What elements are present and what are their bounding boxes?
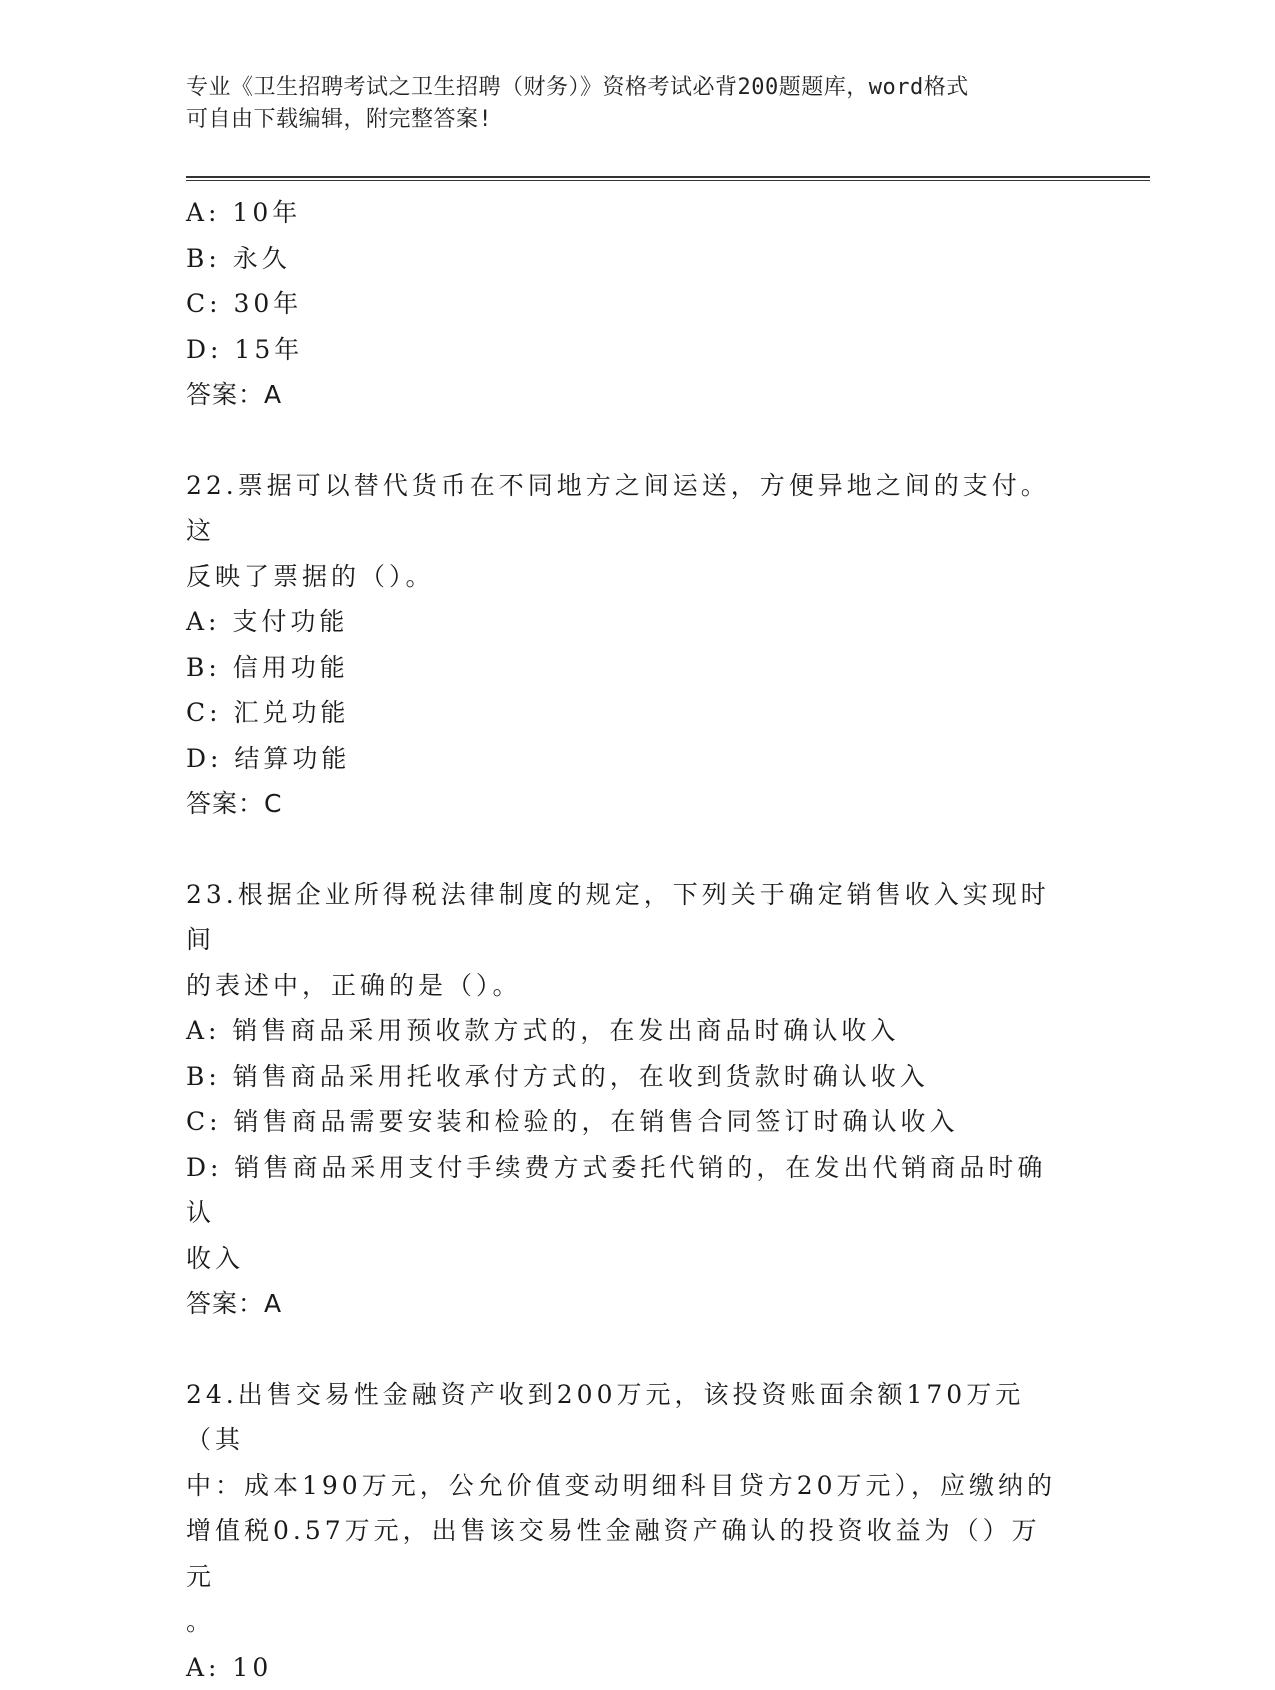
answer-line: 答案：A xyxy=(186,1281,1066,1327)
question-stem-line: 增值税0.57万元，出售该交易性金融资产确认的投资收益为（）万元 xyxy=(186,1508,1066,1599)
option-a: A: 销售商品采用预收款方式的，在发出商品时确认收入 xyxy=(186,1008,1066,1054)
option-d-continued: 收入 xyxy=(186,1236,1066,1282)
answer-line: 答案：C xyxy=(186,781,1066,827)
question-stem-line: 22.票据可以替代货币在不同地方之间运送，方便异地之间的支付。这 xyxy=(186,463,1066,554)
question-stem-line: 中：成本190万元，公允价值变动明细科目贷方20万元），应缴纳的 xyxy=(186,1463,1066,1509)
question-stem-line: 24.出售交易性金融资产收到200万元，该投资账面余额170万元（其 xyxy=(186,1372,1066,1463)
option-d: D: 销售商品采用支付手续费方式委托代销的，在发出代销商品时确认 xyxy=(186,1145,1066,1236)
header-divider xyxy=(186,176,1150,181)
question-stem-line: 23.根据企业所得税法律制度的规定，下列关于确定销售收入实现时间 xyxy=(186,872,1066,963)
option-c: C: 30年 xyxy=(186,281,1066,327)
question-stem-line: 反映了票据的（）。 xyxy=(186,554,1066,600)
option-c: C: 汇兑功能 xyxy=(186,690,1066,736)
header-line-1: 专业《卫生招聘考试之卫生招聘（财务）》资格考试必背200题题库，word格式 xyxy=(186,72,1066,104)
question-22 xyxy=(186,463,1066,827)
header-line-2: 可自由下载编辑，附完整答案! xyxy=(186,104,1066,136)
question-21 xyxy=(186,190,1066,418)
answer-line: 答案：A xyxy=(186,372,1066,418)
question-23 xyxy=(186,872,1066,1327)
option-d: D: 结算功能 xyxy=(186,736,1066,782)
option-a: A: 10 xyxy=(186,1645,1066,1690)
question-content xyxy=(186,190,1066,1690)
question-spacer xyxy=(186,1327,1066,1372)
option-b: B: 销售商品采用托收承付方式的，在收到货款时确认收入 xyxy=(186,1054,1066,1100)
question-24 xyxy=(186,1372,1066,1690)
option-c: C: 销售商品需要安装和检验的，在销售合同签订时确认收入 xyxy=(186,1099,1066,1145)
option-b: B: 信用功能 xyxy=(186,645,1066,691)
question-spacer xyxy=(186,827,1066,872)
option-d: D: 15年 xyxy=(186,327,1066,373)
question-stem-line: 。 xyxy=(186,1599,1066,1645)
question-spacer xyxy=(186,418,1066,463)
document-header xyxy=(186,72,1066,136)
option-a: A: 支付功能 xyxy=(186,599,1066,645)
option-b: B: 永久 xyxy=(186,236,1066,282)
question-stem-line: 的表述中，正确的是（）。 xyxy=(186,963,1066,1009)
option-a: A: 10年 xyxy=(186,190,1066,236)
